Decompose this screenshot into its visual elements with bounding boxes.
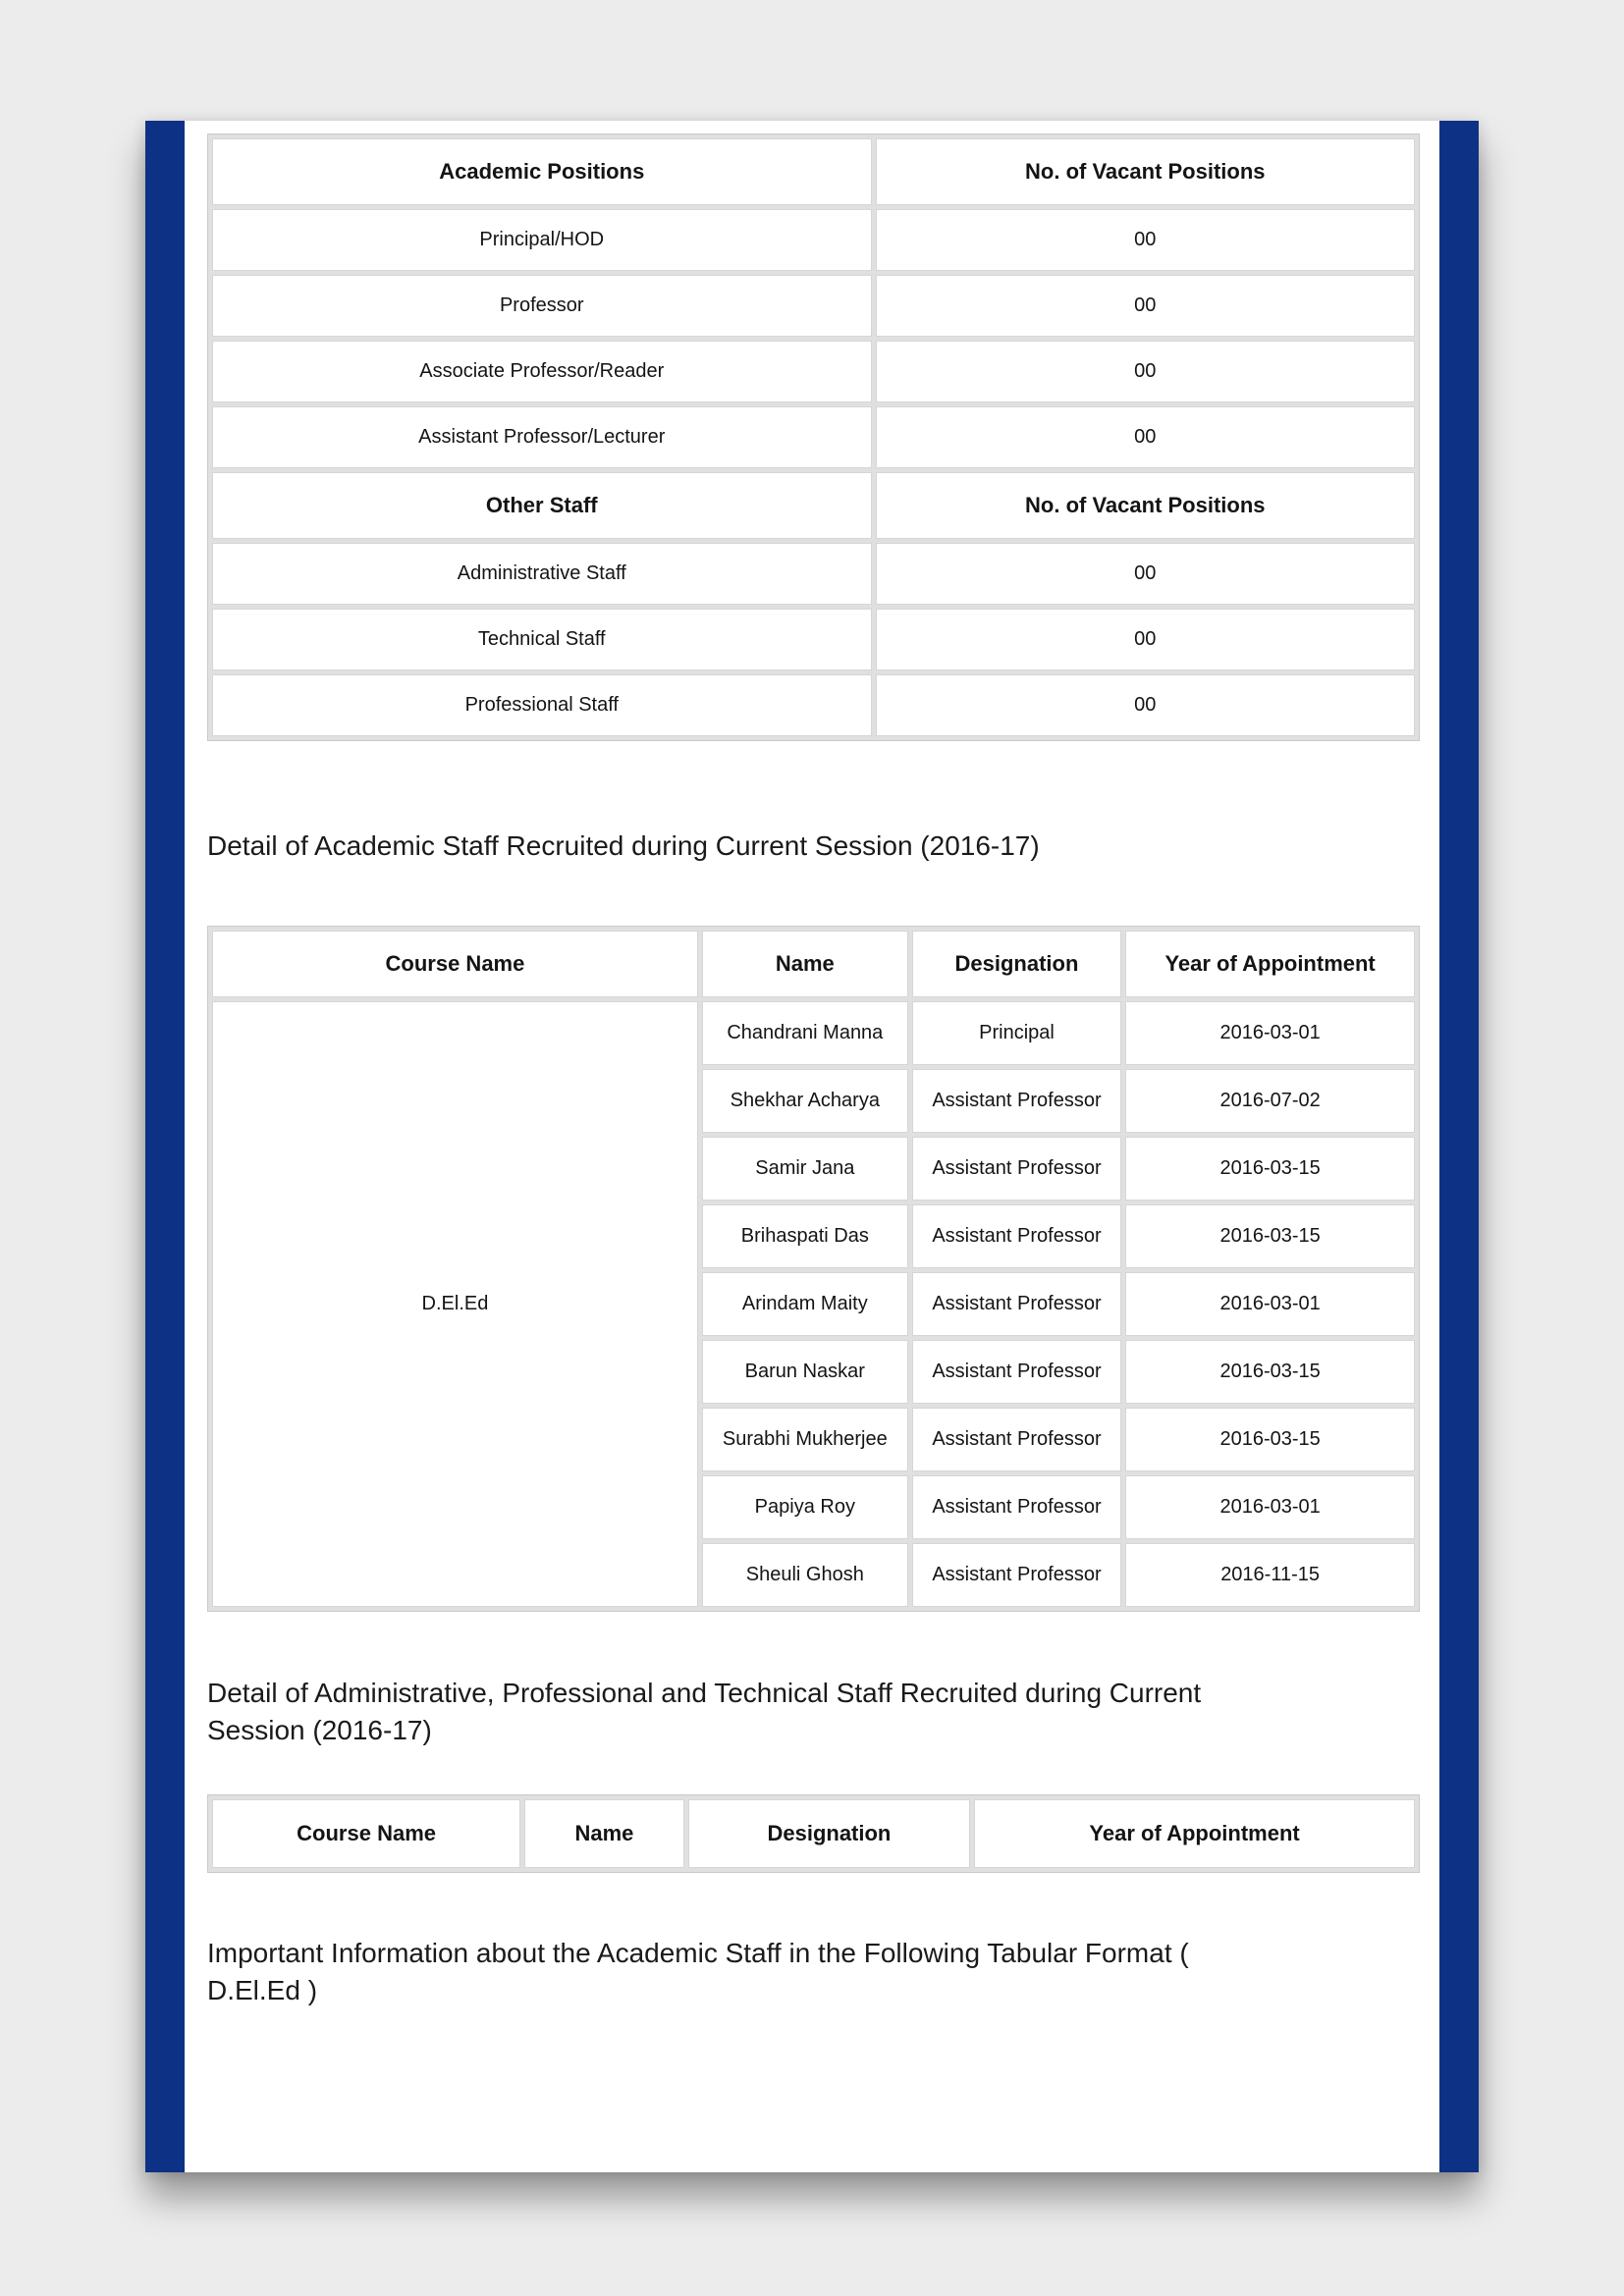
vacancy-row	[212, 406, 1415, 468]
designation-cell: Assistant Professor	[912, 1408, 1121, 1471]
vacant-count-cell: 00	[876, 543, 1415, 605]
vacancy-header-row	[212, 138, 1415, 205]
appointment-year-cell: 2016-03-01	[1125, 1272, 1415, 1336]
important-info-heading	[207, 1935, 1420, 2009]
column-header-year: Year of Appointment	[1125, 931, 1415, 997]
vacancy-row	[212, 543, 1415, 605]
column-header-designation: Designation	[688, 1799, 970, 1868]
appointment-year-cell: 2016-07-02	[1125, 1069, 1415, 1133]
admin-staff-heading-line1: Detail of Administrative, Professional and Technical Staff Recruited during Current	[207, 1678, 1202, 1708]
column-header-other-staff: Other Staff	[212, 472, 872, 539]
appointment-year-cell: 2016-03-01	[1125, 1475, 1415, 1539]
vacancy-row	[212, 341, 1415, 402]
staff-name-cell: Shekhar Acharya	[702, 1069, 908, 1133]
staff-name-cell: Chandrani Manna	[702, 1001, 908, 1065]
designation-cell: Principal	[912, 1001, 1121, 1065]
position-name-cell: Associate Professor/Reader	[212, 341, 872, 402]
academic-staff-table	[207, 926, 1420, 1612]
position-name-cell: Professional Staff	[212, 674, 872, 736]
vacancy-row	[212, 275, 1415, 337]
staff-name-cell: Samir Jana	[702, 1137, 908, 1201]
vacant-count-cell: 00	[876, 275, 1415, 337]
right-accent-bar	[1439, 121, 1479, 2172]
position-name-cell: Professor	[212, 275, 872, 337]
position-name-cell: Assistant Professor/Lecturer	[212, 406, 872, 468]
column-header-vacant-positions: No. of Vacant Positions	[876, 472, 1415, 539]
staff-header-row	[212, 931, 1415, 997]
vacancy-row	[212, 209, 1415, 271]
position-name-cell: Principal/HOD	[212, 209, 872, 271]
designation-cell: Assistant Professor	[912, 1272, 1121, 1336]
column-header-designation: Designation	[912, 931, 1121, 997]
vacant-count-cell: 00	[876, 341, 1415, 402]
appointment-year-cell: 2016-03-15	[1125, 1408, 1415, 1471]
vacancy-row	[212, 609, 1415, 670]
staff-name-cell: Papiya Roy	[702, 1475, 908, 1539]
vacant-count-cell: 00	[876, 609, 1415, 670]
designation-cell: Assistant Professor	[912, 1204, 1121, 1268]
staff-name-cell: Brihaspati Das	[702, 1204, 908, 1268]
staff-name-cell: Barun Naskar	[702, 1340, 908, 1404]
column-header-course-name: Course Name	[212, 931, 698, 997]
page-content	[185, 121, 1439, 2172]
admin-staff-table	[207, 1794, 1420, 1873]
document-page	[145, 121, 1479, 2172]
appointment-year-cell: 2016-11-15	[1125, 1543, 1415, 1607]
staff-name-cell: Sheuli Ghosh	[702, 1543, 908, 1607]
column-header-year: Year of Appointment	[974, 1799, 1415, 1868]
designation-cell: Assistant Professor	[912, 1340, 1121, 1404]
vacant-count-cell: 00	[876, 406, 1415, 468]
column-header-name: Name	[524, 1799, 684, 1868]
position-name-cell: Administrative Staff	[212, 543, 872, 605]
important-info-heading-line2: D.El.Ed )	[207, 1975, 318, 2005]
designation-cell: Assistant Professor	[912, 1069, 1121, 1133]
column-header-course-name: Course Name	[212, 1799, 520, 1868]
designation-cell: Assistant Professor	[912, 1137, 1121, 1201]
vacancy-row	[212, 674, 1415, 736]
appointment-year-cell: 2016-03-15	[1125, 1340, 1415, 1404]
position-name-cell: Technical Staff	[212, 609, 872, 670]
staff-name-cell: Surabhi Mukherjee	[702, 1408, 908, 1471]
left-accent-bar	[145, 121, 185, 2172]
appointment-year-cell: 2016-03-01	[1125, 1001, 1415, 1065]
column-header-vacant-positions: No. of Vacant Positions	[876, 138, 1415, 205]
important-info-heading-line1: Important Information about the Academic Staff in the Following Tabular Format (	[207, 1938, 1189, 1968]
vacant-positions-table	[207, 133, 1420, 741]
admin-staff-heading	[207, 1675, 1420, 1749]
appointment-year-cell: 2016-03-15	[1125, 1137, 1415, 1201]
vacant-count-cell: 00	[876, 209, 1415, 271]
admin-header-row	[212, 1799, 1415, 1868]
admin-staff-heading-line2: Session (2016-17)	[207, 1715, 432, 1745]
appointment-year-cell: 2016-03-15	[1125, 1204, 1415, 1268]
academic-staff-heading: Detail of Academic Staff Recruited during Current Session (2016-17)	[207, 830, 1040, 861]
course-name-cell: D.El.Ed	[212, 1001, 698, 1607]
column-header-name: Name	[702, 931, 908, 997]
column-header-academic-positions: Academic Positions	[212, 138, 872, 205]
designation-cell: Assistant Professor	[912, 1543, 1121, 1607]
staff-row	[212, 1001, 1415, 1065]
other-staff-header-row	[212, 472, 1415, 539]
staff-name-cell: Arindam Maity	[702, 1272, 908, 1336]
vacant-count-cell: 00	[876, 674, 1415, 736]
designation-cell: Assistant Professor	[912, 1475, 1121, 1539]
